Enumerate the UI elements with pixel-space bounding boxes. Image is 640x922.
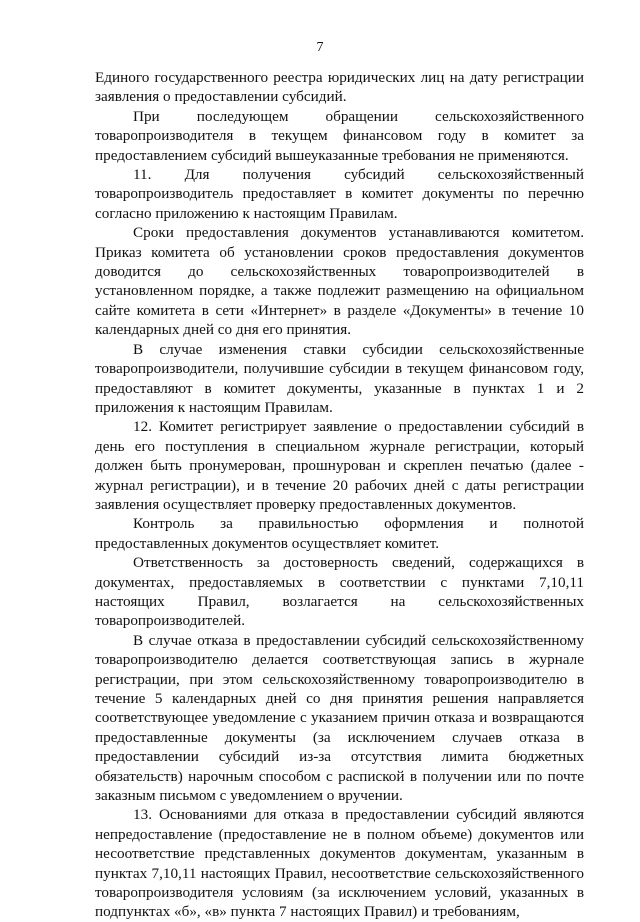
paragraph: Ответственность за достоверность сведений, содержащихся в документах, предоставляемых в соответствии с пунктами 7,10,11 настоящих Правил, возлагается на сельскохозяйственных товаропроизводителей.	[95, 554, 584, 630]
paragraph: В случае изменения ставки субсидии сельскохозяйственные товаропроизводители, получившие субсидии в текущем финансовом году, предоставляют в комитет документы, указанные в пунктах 1 и 2 приложения к настоящим Правилам.	[95, 340, 584, 416]
paragraph: 13. Основаниями для отказа в предоставлении субсидий являются непредоставление (предоставление не в полном объеме) документов или несоответствие представленных документов документам, указанным в пунктах 7,10,11 настоящих Правил, несоответствие сельскохозяйственного товаропроизводителя условиям (за исключением условий, указанных в подпунктах «б», «в» пункта 7 настоящих Правил) и требованиям,	[95, 806, 584, 921]
paragraph: 12. Комитет регистрирует заявление о предоставлении субсидий в день его поступления в специальном журнале регистрации, который должен быть пронумерован, прошнурован и скреплен печатью (далее - журнал регистрации), и в течение 20 рабочих дней с даты регистрации заявления осуществляет проверку предоставленных документов.	[95, 418, 584, 513]
document-body	[95, 68, 584, 922]
paragraph: В случае отказа в предоставлении субсидий сельскохозяйственному товаропроизводителю делается соответствующая запись в журнале регистрации, при этом сельскохозяйственному товаропроизводителю в течение 5 календарных дней со дня принятия решения направляется соответствующее уведомление с указанием причин отказа и возвращаются предоставленные документы (за исключением случаев отказа в предоставлении субсидий из-за отсутствия лимита бюджетных обязательств) нарочным способом с распиской в получении или по почте заказным письмом с уведомлением о вручении.	[95, 631, 584, 805]
paragraph: Единого государственного реестра юридических лиц на дату регистрации заявления о предоставлении субсидий.	[95, 69, 584, 106]
paragraph: Контроль за правильностью оформления и полнотой предоставленных документов осуществляет комитет.	[95, 515, 584, 552]
paragraph: Сроки предоставления документов устанавливаются комитетом. Приказ комитета об установлении сроков предоставления документов доводится до сельскохозяйственных товаропроизводителей в установленном порядке, а также подлежит размещению на официальном сайте комитета в сети «Интернет» в разделе «Документы» в течение 10 календарных дней со дня его принятия.	[95, 224, 584, 339]
paragraph: При последующем обращении сельскохозяйственного товаропроизводителя в текущем финансовом году в комитет за предоставлением субсидий вышеуказанные требования не применяются.	[95, 107, 584, 164]
page-number: 7	[316, 40, 324, 55]
paragraph: 11. Для получения субсидий сельскохозяйственный товаропроизводитель предоставляет в комитет документы по перечню согласно приложению к настоящим Правилам.	[95, 166, 584, 222]
